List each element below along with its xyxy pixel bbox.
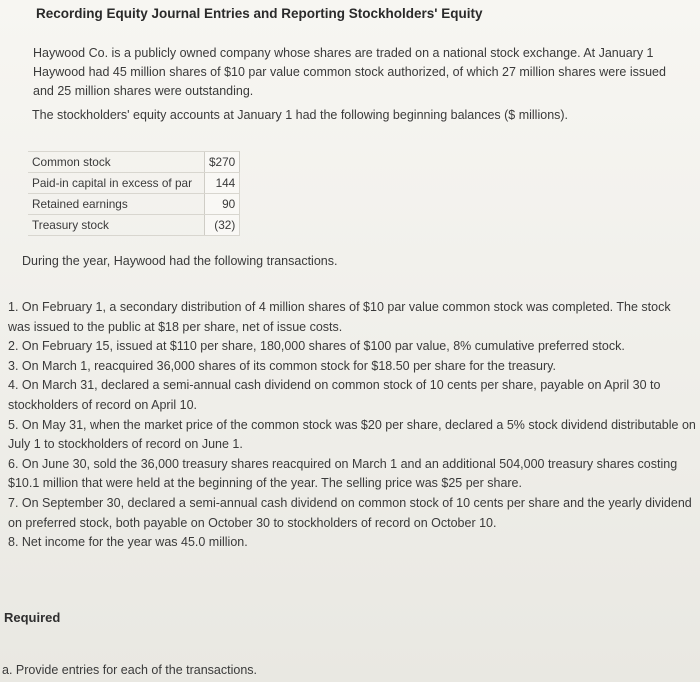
list-item: 6. On June 30, sold the 36,000 treasury shares reacquired on March 1 and an additional 504,000 treasury shares costing $10.1 million that were held at the beginning of the year. The selling price was $25 per share. xyxy=(8,456,678,491)
balance-amount: (32) xyxy=(205,215,240,236)
balance-label: Common stock xyxy=(28,152,205,173)
problem-title: Recording Equity Journal Entries and Reporting Stockholders' Equity xyxy=(36,6,483,21)
table-row xyxy=(28,194,240,215)
list-item: 4. On March 31, declared a semi-annual cash dividend on common stock of 10 cents per share, payable on April 30 to stockholders of record on April 10. xyxy=(8,378,661,412)
list-item: 8. Net income for the year was 45.0 million. xyxy=(8,535,248,550)
table-row xyxy=(28,152,240,173)
balance-label: Treasury stock xyxy=(28,215,205,236)
balance-amount: 90 xyxy=(205,194,240,215)
balance-label: Retained earnings xyxy=(28,194,205,215)
balance-amount: $270 xyxy=(205,152,240,173)
transactions-intro: During the year, Haywood had the following transactions. xyxy=(22,254,338,268)
transactions-list xyxy=(8,298,696,553)
list-item: 2. On February 15, issued at $110 per share, 180,000 shares of $100 par value, 8% cumulative preferred stock. xyxy=(8,339,625,354)
balances-table xyxy=(28,151,240,236)
list-item: 5. On May 31, when the market price of the common stock was $20 per share, declared a 5% stock dividend distributable on July 1 to stockholders of record on June 1. xyxy=(8,417,696,452)
list-item: 3. On March 1, reacquired 36,000 shares of its common stock for $18.50 per share for the treasury. xyxy=(8,358,556,373)
balance-amount: 144 xyxy=(205,173,240,194)
list-item: 7. On September 30, declared a semi-annual cash dividend on common stock of 10 cents per share and the yearly dividend on preferred stock, both payable on October 30 to stockholders of record on October 10. xyxy=(8,495,692,530)
list-item: 1. On February 1, a secondary distribution of 4 million shares of $10 par value common stock was completed. The stock was issued to the public at $18 per share, net of issue costs. xyxy=(8,300,671,334)
requirement-a: a. Provide entries for each of the transactions. xyxy=(2,663,257,677)
table-row xyxy=(28,215,240,236)
balance-label: Paid-in capital in excess of par xyxy=(28,173,205,194)
accounts-intro: The stockholders' equity accounts at January 1 had the following beginning balances ($ millions). xyxy=(32,108,569,122)
intro-paragraph: Haywood Co. is a publicly owned company whose shares are traded on a national stock exchange. At January 1 Haywood had 45 million shares of $10 par value common stock authorized, of which 27 million shares were issued and 25 million shares were outstanding. xyxy=(33,46,666,98)
table-row xyxy=(28,173,240,194)
required-heading: Required xyxy=(4,610,61,625)
